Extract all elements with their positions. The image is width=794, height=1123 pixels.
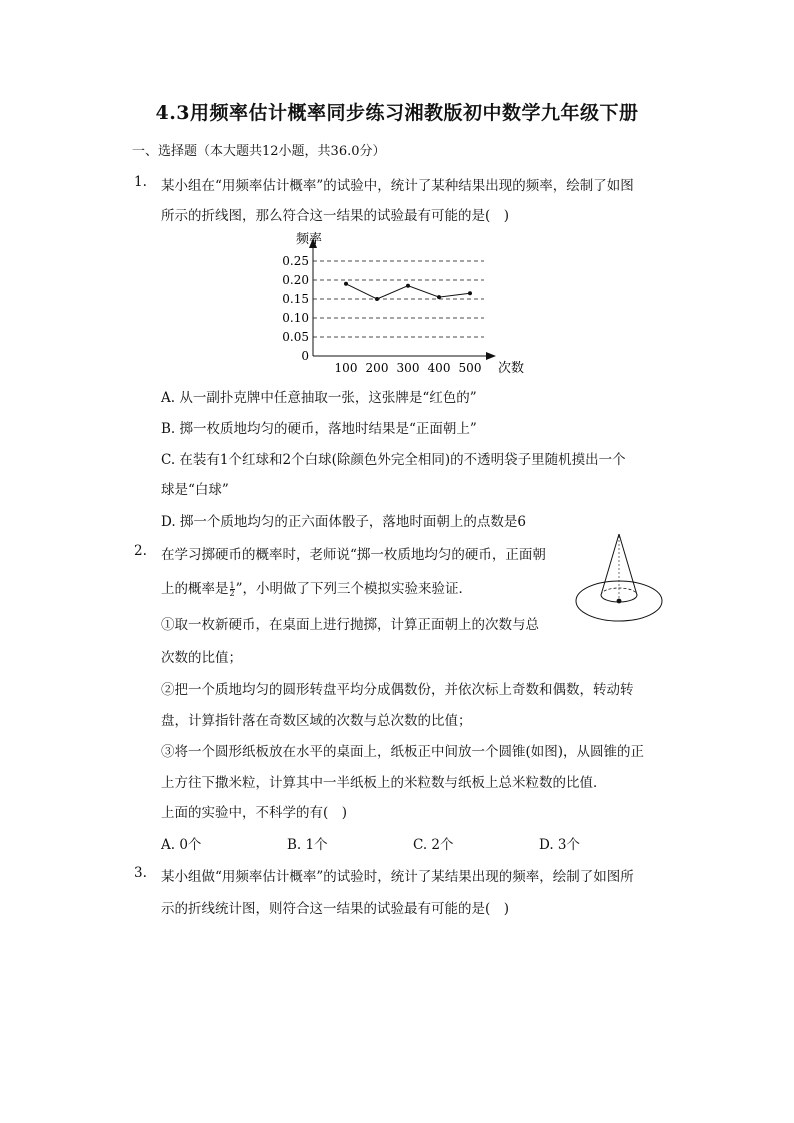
question-2-item1-line1: ①取一枚新硬币，在桌面上进行抛掷，计算正面朝上的次数与总 — [161, 617, 539, 633]
y-axis-label: 频率 — [296, 232, 323, 247]
question-3-text-line1: 某小组做“用频率估计概率”的试验时，统计了某结果出现的频率，绘制了如图所 — [161, 869, 634, 885]
y-tick-label: 0.15 — [282, 292, 309, 306]
x-axis-arrow — [486, 352, 496, 360]
question-2-item2-line1: ②把一个质地均匀的圆形转盘平均分成偶数份，并依次标上奇数和偶数，转动转 — [161, 682, 634, 698]
question-3-text-line2: 示的折线统计图，则符合这一结果的试验最有可能的是( ) — [161, 901, 510, 917]
chart-grid — [313, 261, 484, 337]
y-tick-label: 0.20 — [282, 273, 309, 287]
question-2-option-c: C. 2个 — [413, 837, 454, 853]
question-2-text-line2 — [161, 577, 472, 597]
question-1-number: 1. — [134, 174, 147, 190]
question-2-number: 2. — [134, 543, 147, 559]
question-1-option-a: A. 从一副扑克牌中任意抽取一张，这张牌是“红色的” — [161, 390, 477, 406]
question-1-option-c-line1: C. 在装有1个红球和2个白球(除颜色外完全相同)的不透明袋子里随机摸出一个 — [161, 452, 626, 468]
x-axis-label: 次数 — [498, 361, 525, 376]
x-tick-label: 500 — [458, 361, 482, 375]
data-point — [437, 295, 441, 299]
question-1-option-d: D. 掷一个质地均匀的正六面体骰子，落地时面朝上的点数是6 — [161, 514, 527, 530]
data-point — [468, 291, 472, 295]
question-2-item1-line2: 次数的比值； — [161, 650, 242, 666]
fraction-one-half: $\frac{1}{2}$ — [229, 581, 235, 598]
cone-left-edge — [601, 534, 619, 595]
x-tick-label: 400 — [427, 361, 451, 375]
question-2-item2-line2: 盘，计算指针落在奇数区域的次数与总次数的比值； — [161, 713, 472, 729]
question-2-question: 上面的实验中，不科学的有( ) — [161, 805, 348, 821]
y-tick-label: 0 — [301, 349, 309, 363]
question-2-option-d: D. 3个 — [539, 837, 581, 853]
question-2-item3-line1: ③将一个圆形纸板放在水平的桌面上，纸板正中间放一个圆锥(如图)，从圆锥的正 — [161, 744, 645, 760]
question-2-option-b: B. 1个 — [287, 837, 328, 853]
data-point — [375, 297, 379, 301]
x-tick-label: 300 — [396, 361, 420, 375]
y-tick-label: 0.25 — [282, 254, 309, 268]
cone-center-dot — [617, 599, 622, 604]
question-2-item3-line2: 上方往下撒米粒，计算其中一半纸板上的米粒数与纸板上总米粒数的比值． — [161, 775, 607, 791]
cone-on-board-figure — [574, 532, 664, 624]
page-title: 4.3用频率估计概率同步练习湘教版初中数学九年级下册 — [155, 102, 639, 124]
y-tick-label: 0.10 — [282, 311, 309, 325]
question-1-text-line2: 所示的折线图，那么符合这一结果的试验最有可能的是( ) — [161, 208, 510, 224]
data-point — [406, 284, 410, 288]
question-1-text-line1: 某小组在“用频率估计概率”的试验中，统计了某种结果出现的频率，绘制了如图 — [161, 178, 634, 194]
x-tick-label: 200 — [365, 361, 389, 375]
question-2-option-a: A. 0个 — [161, 837, 202, 853]
question-1-option-c-line2: 球是“白球” — [161, 482, 229, 498]
q2-line2-post: ”，小明做了下列三个模拟实验来验证． — [235, 581, 472, 597]
question-3-number: 3. — [134, 865, 147, 881]
q2-line2-pre: 上的概率是 — [161, 581, 229, 597]
question-1-option-b: B. 掷一枚质地均匀的硬币，落地时结果是“正面朝上” — [161, 421, 477, 437]
y-tick-label: 0.05 — [282, 330, 309, 344]
x-tick-label: 100 — [334, 361, 358, 375]
frequency-line-chart — [270, 228, 525, 378]
question-2-text-line1: 在学习掷硬币的概率时，老师说“掷一枚质地均匀的硬币，正面朝 — [161, 547, 546, 563]
cone-right-edge — [619, 534, 637, 595]
data-point — [344, 282, 348, 286]
section-heading: 一、选择题（本大题共12小题，共36.0分） — [132, 144, 386, 159]
